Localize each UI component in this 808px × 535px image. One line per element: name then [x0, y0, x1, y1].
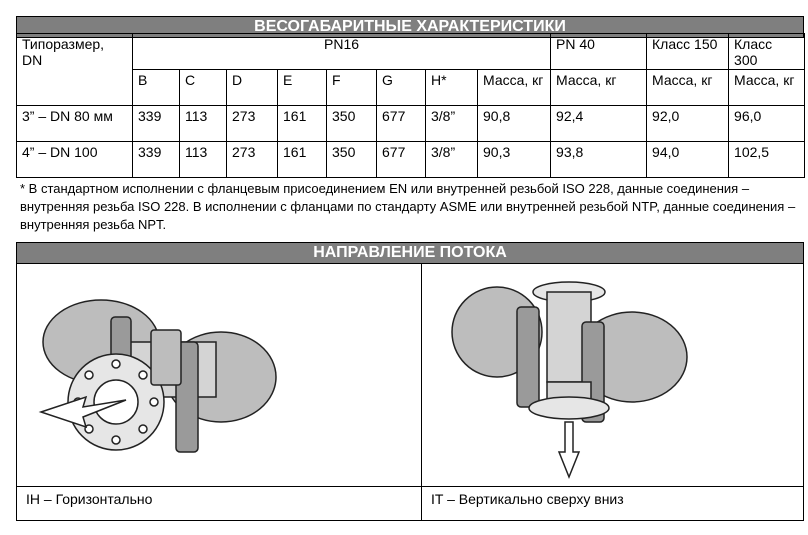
cell-mass-pn16: 90,3 — [478, 142, 551, 178]
sub-mass-pn40: Масса, кг — [551, 70, 647, 106]
cell-f: 350 — [327, 142, 377, 178]
flow-panel — [16, 263, 804, 521]
left-caption: IH – Горизонтально — [26, 491, 153, 507]
cell-h: 3/8” — [426, 106, 478, 142]
flow-arrow — [559, 422, 579, 477]
footnote: * В стандартном исполнении с фланцевым присоединением EN или внутренней резьбой ISO 228, данные соединения – внутренняя резьба ISO 228. В исполнении с фланцами по стандарту ASME или внутренней резьбой NTP, данные соединения – внутренняя резьба NPT. — [20, 181, 796, 232]
table-header-row — [17, 34, 805, 70]
right-caption: IT – Вертикально сверху вниз — [431, 491, 624, 507]
table-row — [17, 142, 805, 178]
cell-c: 113 — [180, 106, 227, 142]
group-class150: Класс 150 — [647, 34, 729, 70]
sub-mass-class300: Масса, кг — [729, 70, 805, 106]
divider — [421, 264, 422, 521]
cell-d: 273 — [227, 142, 278, 178]
cell-mass-class300: 102,5 — [729, 142, 805, 178]
cell-mass-class150: 92,0 — [647, 106, 729, 142]
sub-h: H* — [426, 70, 478, 106]
cell-g: 677 — [377, 142, 426, 178]
cell-b: 339 — [133, 142, 180, 178]
cell-h: 3/8” — [426, 142, 478, 178]
cell-mass-class150: 94,0 — [647, 142, 729, 178]
cell-d: 273 — [227, 106, 278, 142]
rear-flange — [151, 330, 181, 385]
sub-b: B — [133, 70, 180, 106]
cell-f: 350 — [327, 106, 377, 142]
cell-mass-pn40: 93,8 — [551, 142, 647, 178]
cell-mass-pn16: 90,8 — [478, 106, 551, 142]
specs-table — [16, 33, 805, 178]
cell-e: 161 — [278, 106, 327, 142]
cell-b: 339 — [133, 106, 180, 142]
row-size: 3” – DN 80 мм — [17, 106, 133, 142]
specs-header: ВЕСОГАБАРИТНЫЕ ХАРАКТЕРИСТИКИ — [16, 16, 804, 38]
flow-header: НАПРАВЛЕНИЕ ПОТОКА — [16, 242, 804, 264]
group-class300: Класс 300 — [729, 34, 805, 70]
table-row — [17, 106, 805, 142]
group-pn40: PN 40 — [551, 34, 647, 70]
sub-mass-class150: Масса, кг — [647, 70, 729, 106]
cell-c: 113 — [180, 142, 227, 178]
sub-c: C — [180, 70, 227, 106]
cell-mass-pn40: 92,4 — [551, 106, 647, 142]
sub-mass-pn16: Масса, кг — [478, 70, 551, 106]
row-size: 4” – DN 100 — [17, 142, 133, 178]
sub-g: G — [377, 70, 426, 106]
cell-e: 161 — [278, 142, 327, 178]
col-size-header: Типоразмер, DN — [17, 34, 133, 106]
sub-e: E — [278, 70, 327, 106]
sub-f: F — [327, 70, 377, 106]
cell-mass-class300: 96,0 — [729, 106, 805, 142]
vertical-trap-drawing — [447, 272, 707, 487]
group-pn16: PN16 — [133, 34, 551, 70]
horizontal-trap-drawing — [31, 272, 291, 472]
bottom-flange — [529, 397, 609, 419]
table-subheader-row — [17, 70, 805, 106]
cell-g: 677 — [377, 106, 426, 142]
clamp-left — [517, 307, 539, 407]
sub-d: D — [227, 70, 278, 106]
